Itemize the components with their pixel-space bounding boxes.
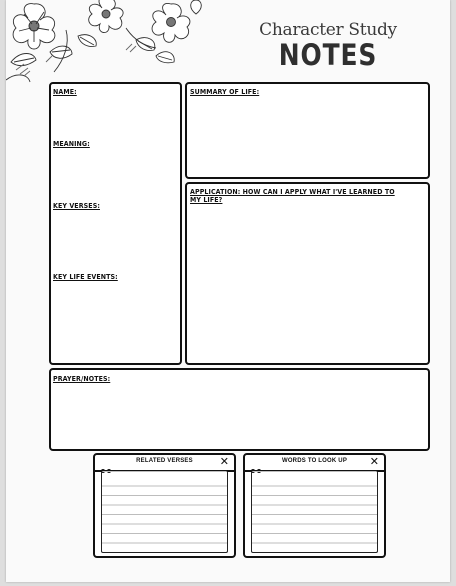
title-line-1: Character Study xyxy=(259,20,397,40)
character-details-box[interactable] xyxy=(49,82,182,365)
key-life-events-label: KEY LIFE EVENTS: xyxy=(53,273,118,281)
application-label-line-2: MY LIFE? xyxy=(190,196,223,204)
name-label: NAME: xyxy=(53,88,77,96)
summary-of-life-box[interactable] xyxy=(185,82,430,179)
meaning-label: MEANING: xyxy=(53,140,90,148)
related-verses-title: RELATED VERSES xyxy=(136,458,193,464)
close-icon[interactable]: ✕ xyxy=(219,455,229,468)
page-title xyxy=(238,20,418,72)
window-title-bar xyxy=(245,455,384,472)
window-title-bar xyxy=(95,455,234,472)
prayer-notes-box[interactable] xyxy=(49,368,430,451)
application-label-line-1: APPLICATION: HOW CAN I APPLY WHAT I'VE LEARNED TO xyxy=(190,188,395,196)
words-to-look-up-lines[interactable] xyxy=(251,471,378,553)
worksheet-page xyxy=(6,0,450,582)
floral-illustration xyxy=(6,0,206,90)
title-line-2: NOTES xyxy=(278,38,378,72)
words-to-look-up-title: WORDS TO LOOK UP xyxy=(281,458,348,464)
related-verses-lines[interactable] xyxy=(101,471,228,553)
words-to-look-up-window[interactable] xyxy=(243,453,386,558)
prayer-notes-label: PRAYER/NOTES: xyxy=(53,375,111,383)
key-verses-label: KEY VERSES: xyxy=(53,202,100,210)
close-icon[interactable]: ✕ xyxy=(369,455,379,468)
summary-label: SUMMARY OF LIFE: xyxy=(190,88,260,96)
related-verses-window[interactable] xyxy=(93,453,236,558)
application-box[interactable] xyxy=(185,182,430,365)
